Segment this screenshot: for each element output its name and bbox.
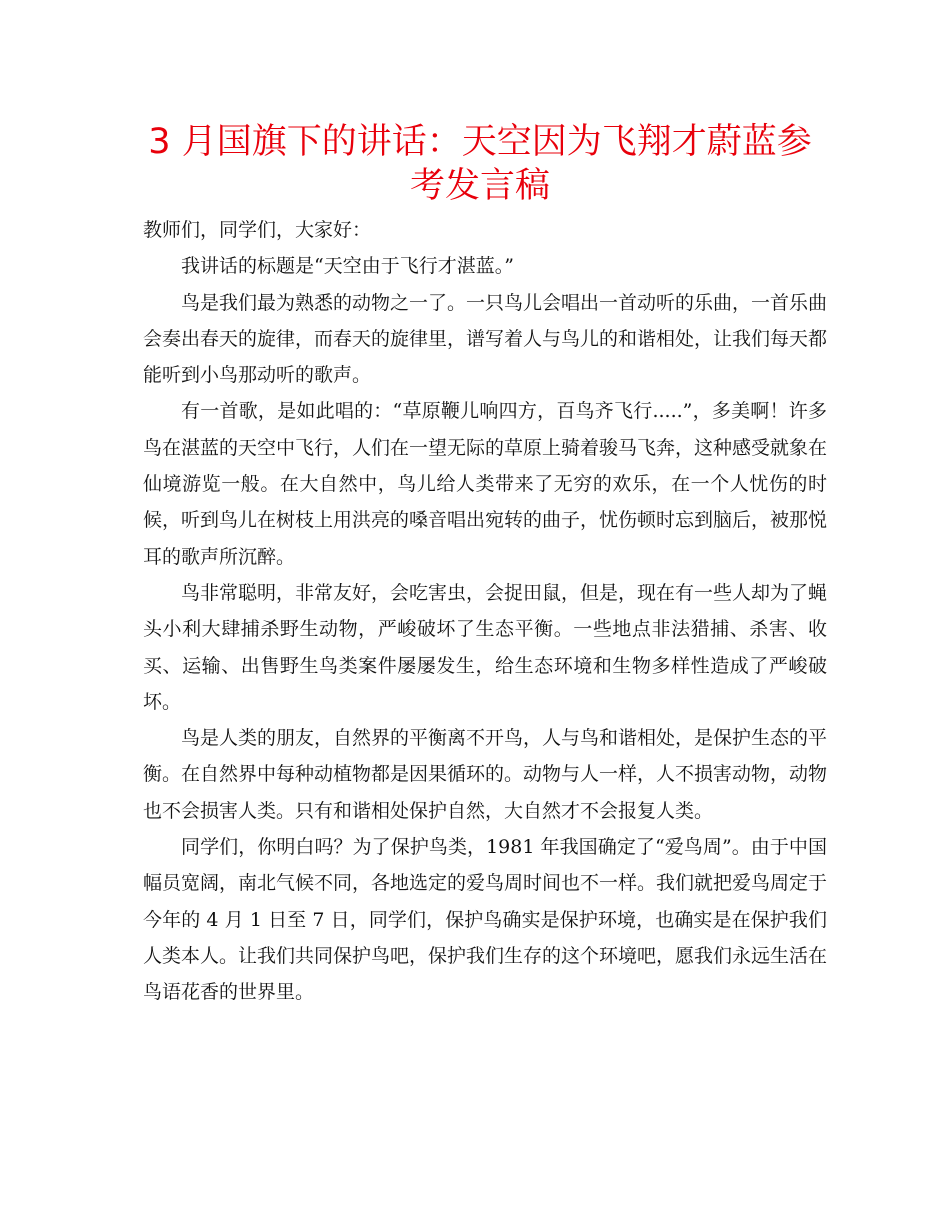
greeting-paragraph: 教师们，同学们，大家好： (143, 219, 372, 241)
body-paragraph: 我讲话的标题是“天空由于飞行才湛蓝。” (181, 255, 514, 278)
body-paragraph: 同学们，你明白吗？为了保护鸟类，1981 年我国确定了“爱鸟周”。由于中国幅员宽阔，南北气候不同，各地选定的爱鸟周时间也不一样。我们就把爱鸟周定于今年的 4 月 1 日至 7 日，同学们，保护鸟确实是保护环境，也确实是在保护我们人类本人。让我们共同保护鸟吧，保护我们生存的这个环境吧，愿我们永远生活在鸟语花香的世界里。 (143, 836, 828, 1004)
document-title: 3 月国旗下的讲话：天空因为飞翔才蔚蓝参考发言稿 (148, 122, 812, 206)
body-paragraph: 鸟是人类的朋友，自然界的平衡离不开鸟，人与鸟和谐相处，是保护生态的平衡。在自然界中每种动植物都是因果循环的。动物与人一样，人不损害动物，动物也不会损害人类。只有和谐相处保护自然，大自然才不会报复人类。 (143, 727, 828, 822)
document-body (143, 212, 827, 1011)
body-paragraph: 鸟非常聪明，非常友好，会吃害虫，会捉田鼠，但是，现在有一些人却为了蝇头小利大肆捕杀野生动物，严峻破坏了生态平衡。一些地点非法猎捕、杀害、收买、运输、出售野生鸟类案件屡屡发生，给生态环境和生物多样性造成了严峻破坏。 (143, 581, 828, 713)
body-paragraph: 有一首歌，是如此唱的：“草原鞭儿响四方，百鸟齐飞行.....”，多美啊！许多鸟在湛蓝的天空中飞行，人们在一望无际的草原上骑着骏马飞奔，这种感受就象在仙境游览一般。在大自然中，鸟儿给人类带来了无穷的欢乐，在一个人忧伤的时候，听到鸟儿在树枝上用洪亮的嗓音唱出宛转的曲子，忧伤顿时忘到脑后，被那悦耳的歌声所沉醉。 (143, 400, 828, 568)
body-paragraph: 鸟是我们最为熟悉的动物之一了。一只鸟儿会唱出一首动听的乐曲，一首乐曲会奏出春天的旋律，而春天的旋律里，谱写着人与鸟儿的和谐相处，让我们每天都能听到小鸟那动听的歌声。 (143, 291, 828, 387)
